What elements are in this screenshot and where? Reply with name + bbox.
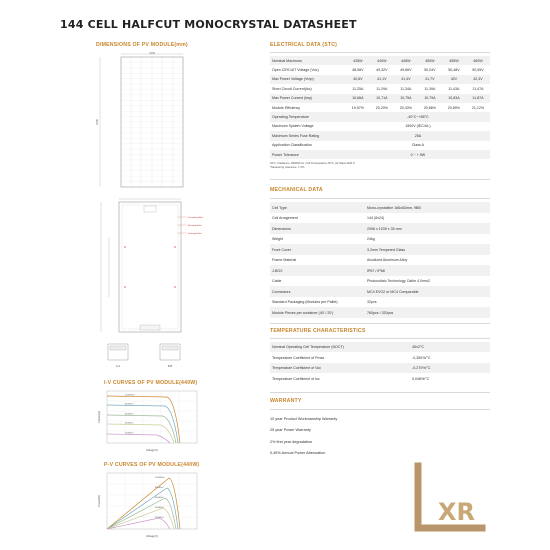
divider	[270, 179, 490, 180]
cell: 50,04V	[424, 68, 436, 73]
pv-legend-1000: 1000W/m2	[155, 477, 165, 479]
cell: 50,48V	[448, 68, 460, 73]
cell: 445W	[394, 56, 418, 65]
cell: 45±2°C	[410, 342, 490, 353]
row-label: Dimensions	[270, 223, 365, 234]
cell: Class A	[411, 143, 424, 148]
cell: 0,048%/°C	[412, 376, 430, 381]
electrical-title: ELECTRICAL DATA (STC)	[270, 42, 338, 48]
iv-chart	[95, 388, 205, 454]
row-label: Power Tolerance	[270, 150, 346, 159]
row-label: Temperature Coefficient of Pmax	[272, 355, 325, 360]
table-row	[270, 131, 490, 140]
pv-ylabel: Power(W)	[98, 495, 101, 507]
pv-legend-800: 800W/m2	[155, 487, 164, 489]
cell: 48,98V	[352, 68, 364, 73]
cell: 144 (6x24)	[367, 216, 385, 221]
divider	[270, 338, 490, 339]
cell: 20,66%	[423, 105, 436, 110]
pv-chart	[95, 470, 205, 540]
cell: -0,350%/°C	[412, 355, 431, 360]
table-row	[270, 141, 490, 150]
pv-xlabel: Voltage(V)	[145, 535, 159, 538]
cell: IP67 / IP68	[365, 265, 490, 276]
cell: 2096 x 1039 x 35 mm	[365, 223, 490, 234]
iv-ylabel: Current(A)	[98, 410, 101, 424]
table-row	[270, 297, 490, 308]
table-row	[270, 75, 490, 84]
cell: 20,20%	[375, 105, 388, 110]
iv-legend-600: 600W/m2	[125, 413, 134, 416]
table-row	[270, 202, 490, 213]
row-label: Operating Temperature	[270, 112, 346, 121]
row-label: Open CIRCUIT Voltage (Voc)	[272, 68, 319, 73]
frame-section-drawing	[100, 338, 200, 370]
table-row	[270, 103, 490, 112]
pv-legend-200: 200W/m2	[155, 517, 164, 519]
iv-xlabel: Voltage(V)	[145, 449, 159, 452]
table-row	[270, 150, 490, 159]
pv-legend-600: 600W/m2	[155, 497, 164, 499]
iv-curves-title: I-V CURVES OF PV MODULE(440W)	[104, 380, 198, 386]
list-item: 0,45% Annual Power Attenuation	[270, 451, 326, 456]
xr-logo	[408, 462, 488, 534]
cell: 10,71A	[370, 94, 394, 103]
table-row	[270, 122, 490, 131]
table-row	[270, 286, 490, 297]
row-label: Maximum System Voltage	[272, 124, 314, 129]
mechanical-title: MECHANICAL DATA	[270, 187, 323, 194]
cell: 21,12%	[471, 105, 485, 110]
cell: 32pcs	[367, 300, 377, 305]
row-label: Application Classification	[272, 143, 312, 148]
row-label: J-BOX	[270, 265, 365, 276]
divider	[270, 392, 490, 393]
drainage-label: Drainage Holes	[188, 232, 202, 235]
list-item: 2% first year degradation	[270, 439, 313, 444]
cell: 10,75A	[394, 94, 418, 103]
cell: 11,43A	[448, 86, 460, 91]
pv-legend-400: 400W/m2	[155, 507, 164, 509]
cell: 40,8V	[346, 75, 370, 84]
table-row	[270, 234, 490, 245]
row-label: Frame Material	[272, 258, 297, 263]
cell: 3.2mm Tempered Glass	[365, 244, 490, 255]
row-label: Cell Arragement	[272, 216, 298, 221]
table-row	[270, 373, 490, 384]
cell: 24kg	[367, 237, 375, 242]
width-dim-label: 1039	[149, 52, 155, 55]
cell: 25A	[346, 131, 490, 140]
table-row	[270, 352, 490, 363]
divider	[270, 323, 490, 324]
module-front-drawing	[95, 52, 215, 192]
warranty-title: WARRANTY	[270, 397, 302, 404]
cell: 11,39A	[424, 86, 436, 91]
row-label: Short Circuit Current(Isc)	[272, 86, 312, 91]
list-item: 10 year Product Workmanship Warranty	[270, 416, 338, 421]
cell: 0 ~ + 5W	[346, 150, 490, 159]
table-row	[270, 213, 490, 224]
cell: 11,47A	[472, 86, 484, 91]
cell: Photovoltaic Technology Cable 4.0mm2	[367, 279, 431, 284]
cell: 41,7V	[418, 75, 442, 84]
cell: 49,32V	[376, 68, 388, 73]
row-label: Temperature Coefficient of Voc	[270, 363, 410, 374]
cell: 435W	[346, 56, 370, 65]
row-label: Nominal Maximum	[270, 56, 346, 65]
cell: 11,34A	[400, 86, 412, 91]
warranty-list	[270, 414, 490, 460]
cell: 42,3V	[466, 75, 490, 84]
row-label: Max Power Voltage (Vmp)	[270, 75, 346, 84]
dimensions-title: DIMENSIONS OF PV MODULE(mm)	[96, 42, 188, 48]
cell: Mono-crystalline 166x83mm, 9BB	[365, 202, 490, 213]
table-row	[270, 65, 490, 74]
temperature-title: TEMPERATURE CHARACTERISTICS	[270, 327, 366, 334]
logo-text: XR	[438, 498, 475, 526]
table-row	[270, 84, 490, 93]
cell: 20,43%	[399, 105, 412, 110]
table-row	[270, 342, 490, 353]
stc-note: STC: Irradiance 1000W/m2, Cell Temperature 25°C, Air Mass AM1.5	[270, 161, 355, 166]
cell: 49,66V	[400, 68, 412, 73]
row-label: Front Cover	[270, 244, 365, 255]
row-label: Cable	[272, 279, 282, 284]
cell: 19,97%	[351, 105, 364, 110]
iv-legend-800: 800W/m2	[125, 403, 134, 406]
cell: 760pcs / 320pcs	[365, 307, 490, 318]
table-row	[270, 265, 490, 276]
temperature-table	[270, 342, 490, 384]
tolerance-note: *Measuring tolerance: ± 3%	[270, 164, 305, 169]
cell: 11,25A	[352, 86, 364, 91]
row-label: Module Efficiency	[272, 105, 301, 110]
cell: 10,83A	[442, 94, 466, 103]
row-label: Nominal Operating Cell Temperature (NOCT)	[270, 342, 410, 353]
table-row	[270, 363, 490, 374]
table-row	[270, 307, 490, 318]
table-row	[270, 255, 490, 266]
right-column	[270, 40, 490, 460]
height-dim-label: 2096	[96, 119, 99, 125]
table-row	[270, 112, 490, 121]
row-label: Connectors	[270, 286, 365, 297]
section-bb-label: B-B	[167, 365, 173, 368]
table-row	[270, 56, 490, 65]
cell: 50,95V	[472, 68, 484, 73]
row-label: Module Pieces per container (40' / 20')	[270, 307, 365, 318]
row-label: Maximum Series Fuse Rating	[270, 131, 346, 140]
cell: 1500V (IEC/UL)	[405, 124, 431, 129]
cell: 460W	[466, 56, 490, 65]
row-label: Standard Packaging (Modules per Pallet)	[272, 300, 338, 305]
row-label: Max Power Current (Imp)	[270, 94, 346, 103]
cell: 11,29A	[376, 86, 388, 91]
cell: -0,270%/°C	[410, 363, 490, 374]
divider	[270, 52, 490, 53]
cell: 440W	[370, 56, 394, 65]
table-row	[270, 276, 490, 287]
row-label: Cell Type	[270, 202, 365, 213]
cell: Anodized Aluminum Alloy	[367, 258, 408, 263]
divider	[270, 198, 490, 199]
table-row	[270, 223, 490, 234]
divider	[270, 409, 490, 410]
page-title: 144 CELL HALFCUT MONOCRYSTAL DATASHEET	[60, 18, 357, 31]
mounting-label: Mounting Holes	[188, 224, 202, 227]
section-aa-label: A-A	[115, 365, 121, 368]
mechanical-table	[270, 202, 490, 318]
cell: 10,66A	[346, 94, 370, 103]
cell: -40°C~+85°C	[346, 112, 490, 121]
pv-curves-title: P-V CURVES OF PV MODULE(440W)	[104, 462, 200, 468]
cell: 455W	[442, 56, 466, 65]
iv-legend-400: 400W/m2	[125, 422, 134, 425]
cell: 41,4V	[394, 75, 418, 84]
module-back-drawing	[95, 197, 215, 337]
table-row	[270, 94, 490, 103]
cell: 41,1V	[370, 75, 394, 84]
electrical-table	[270, 56, 490, 159]
cell: 20,89%	[447, 105, 460, 110]
row-label: Temperature Coefficient of Isc	[272, 376, 320, 381]
table-row	[270, 244, 490, 255]
cell: MC4 EVO2 or MC4 Comparable	[365, 286, 490, 297]
cell: 10,79A	[418, 94, 442, 103]
iv-legend-1000: 1000W/m2	[125, 394, 135, 397]
grounding-label: Grounding Holes	[188, 216, 204, 219]
cell: 11,87A	[466, 94, 490, 103]
iv-legend-200: 200W/m2	[125, 432, 134, 435]
list-item: 25 year Power Warranty	[270, 428, 311, 433]
row-label: Weight	[272, 237, 284, 242]
cell: 42V	[442, 75, 466, 84]
cell: 450W	[418, 56, 442, 65]
